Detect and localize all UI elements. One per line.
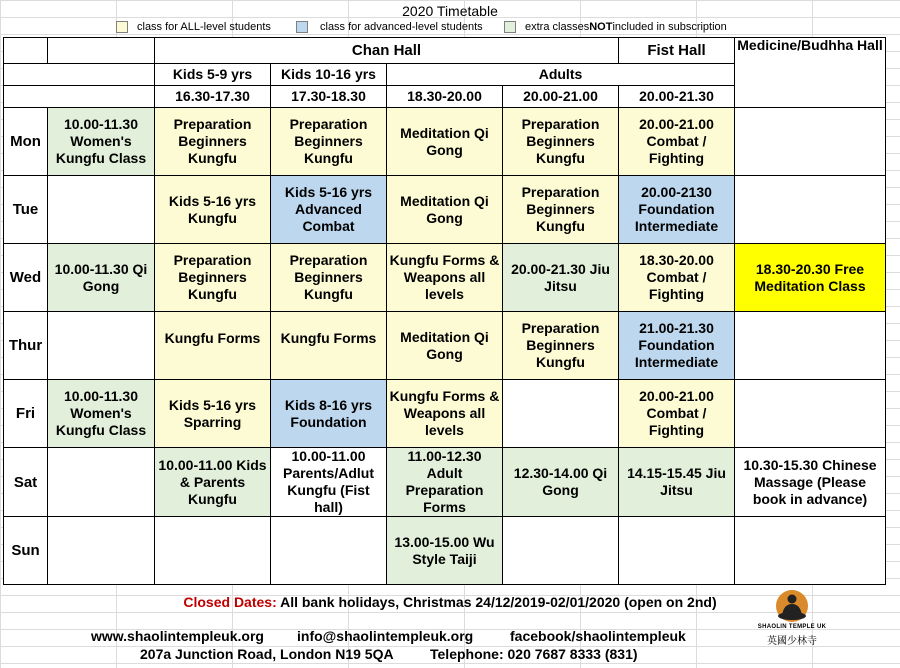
header-blank: [4, 38, 48, 64]
legend-advanced-label: class for advanced-level students: [320, 21, 483, 33]
header-row-halls: [4, 38, 886, 64]
class-cell: [271, 517, 387, 585]
row-wed: [4, 244, 886, 312]
day-label: Sat: [4, 448, 48, 517]
class-cell: Kungfu Forms: [155, 312, 271, 380]
class-cell: 10.00-11.30 Women's Kungfu Class: [48, 380, 155, 448]
class-cell: Preparation Beginners Kungfu: [155, 108, 271, 176]
legend-swatch-extra: [504, 21, 516, 33]
class-cell: 10.00-11.30 Women's Kungfu Class: [48, 108, 155, 176]
class-cell: Meditation Qi Gong: [387, 312, 503, 380]
class-cell: 20.00-2130 Foundation Intermediate: [619, 176, 735, 244]
facebook-link[interactable]: facebook/shaolintempleuk: [510, 628, 686, 644]
class-cell: 11.00-12.30 Adult Preparation Forms: [387, 448, 503, 517]
class-cell: [48, 448, 155, 517]
legend-extra: [504, 21, 727, 33]
header-time: 20.00-21.30: [619, 86, 735, 108]
header-chan-hall: Chan Hall: [155, 38, 619, 64]
address: 207a Junction Road, London N19 5QA: [140, 646, 394, 662]
day-label: Tue: [4, 176, 48, 244]
class-cell: Meditation Qi Gong: [387, 108, 503, 176]
legend-all-level: [116, 21, 271, 33]
header-medicine-hall-cell: [735, 38, 886, 108]
class-cell: 14.15-15.45 Jiu Jitsu: [619, 448, 735, 517]
header-kids-5-9: Kids 5-9 yrs: [155, 64, 271, 86]
day-label: Thur: [4, 312, 48, 380]
day-label: Fri: [4, 380, 48, 448]
class-cell: Kids 5-16 yrs Kungfu: [155, 176, 271, 244]
class-cell: [735, 517, 886, 585]
legend-extra-bold: NOT: [589, 21, 613, 33]
class-cell: 13.00-15.00 Wu Style Taiji: [387, 517, 503, 585]
row-sat: [4, 448, 886, 517]
header-time: 16.30-17.30: [155, 86, 271, 108]
class-cell: Kids 5-16 yrs Advanced Combat: [271, 176, 387, 244]
class-cell: Kungfu Forms & Weapons all levels: [387, 244, 503, 312]
legend-swatch-advanced: [296, 21, 308, 33]
class-cell: Kids 5-16 yrs Sparring: [155, 380, 271, 448]
class-cell: Preparation Beginners Kungfu: [271, 244, 387, 312]
legend-advanced: [296, 21, 483, 33]
class-cell: Preparation Beginners Kungfu: [271, 108, 387, 176]
class-cell: 12.30-14.00 Qi Gong: [503, 448, 619, 517]
class-cell: [155, 517, 271, 585]
class-cell: Meditation Qi Gong: [387, 176, 503, 244]
class-cell: Preparation Beginners Kungfu: [503, 176, 619, 244]
class-cell: 21.00-21.30 Foundation Intermediate: [619, 312, 735, 380]
phone: Telephone: 020 7687 8333 (831): [430, 646, 638, 662]
class-cell: 10.00-11.30 Qi Gong: [48, 244, 155, 312]
header-adults: Adults: [387, 64, 735, 86]
class-cell: 10.30-15.30 Chinese Massage (Please book in advance): [735, 448, 886, 517]
legend-swatch-all-level: [116, 21, 128, 33]
header-fist-hall: Fist Hall: [619, 38, 735, 64]
class-cell: Preparation Beginners Kungfu: [503, 312, 619, 380]
day-label: Wed: [4, 244, 48, 312]
header-medicine-hall: Medicine/Budhha Hall: [737, 38, 883, 53]
legend-extra-prefix: extra classes: [525, 21, 590, 33]
class-cell: Kungfu Forms & Weapons all levels: [387, 380, 503, 448]
email-link[interactable]: info@shaolintempleuk.org: [297, 628, 474, 644]
class-cell: [735, 176, 886, 244]
class-cell: 18.30-20.30 Free Meditation Class: [735, 244, 886, 312]
day-label: Sun: [4, 517, 48, 585]
class-cell: [619, 517, 735, 585]
class-cell: 20.00-21.00 Combat / Fighting: [619, 108, 735, 176]
row-tue: [4, 176, 886, 244]
class-cell: [503, 380, 619, 448]
logo-text: SHAOLIN TEMPLE UK: [757, 624, 827, 630]
class-cell: Preparation Beginners Kungfu: [155, 244, 271, 312]
row-fri: [4, 380, 886, 448]
header-time: 20.00-21.00: [503, 86, 619, 108]
class-cell: 18.30-20.00 Combat / Fighting: [619, 244, 735, 312]
class-cell: 10.00-11.00 Parents/Adlut Kungfu (Fist hall): [271, 448, 387, 517]
row-thu: [4, 312, 886, 380]
class-cell: [48, 176, 155, 244]
header-blank: [4, 86, 155, 108]
header-time: 17.30-18.30: [271, 86, 387, 108]
class-cell: Kids 8-16 yrs Foundation: [271, 380, 387, 448]
header-time: 18.30-20.00: [387, 86, 503, 108]
legend: [0, 21, 900, 37]
logo-chinese: 英國少林寺: [767, 636, 817, 647]
class-cell: [48, 312, 155, 380]
legend-extra-suffix: included in subscription: [612, 21, 727, 33]
website-link[interactable]: www.shaolintempleuk.org: [91, 628, 264, 644]
closed-dates-label: Closed Dates:: [183, 594, 277, 610]
day-label: Mon: [4, 108, 48, 176]
class-cell: Kungfu Forms: [271, 312, 387, 380]
legend-all-level-label: class for ALL-level students: [137, 21, 271, 33]
class-cell: 10.00-11.00 Kids & Parents Kungfu: [155, 448, 271, 517]
shaolin-logo: [752, 588, 832, 648]
closed-dates-text: All bank holidays, Christmas 24/12/2019-02/01/2020 (open on 2nd): [276, 594, 717, 610]
page-title: 2020 Timetable: [402, 3, 498, 19]
header-kids-10-16: Kids 10-16 yrs: [271, 64, 387, 86]
timetable: [3, 37, 886, 585]
row-mon: [4, 108, 886, 176]
class-cell: Preparation Beginners Kungfu: [503, 108, 619, 176]
class-cell: [735, 312, 886, 380]
class-cell: [48, 517, 155, 585]
class-cell: 20.00-21.00 Combat / Fighting: [619, 380, 735, 448]
header-blank: [4, 64, 155, 86]
header-blank: [48, 38, 155, 64]
class-cell: [735, 380, 886, 448]
class-cell: [735, 108, 886, 176]
class-cell: 20.00-21.30 Jiu Jitsu: [503, 244, 619, 312]
row-sun: [4, 517, 886, 585]
class-cell: [503, 517, 619, 585]
